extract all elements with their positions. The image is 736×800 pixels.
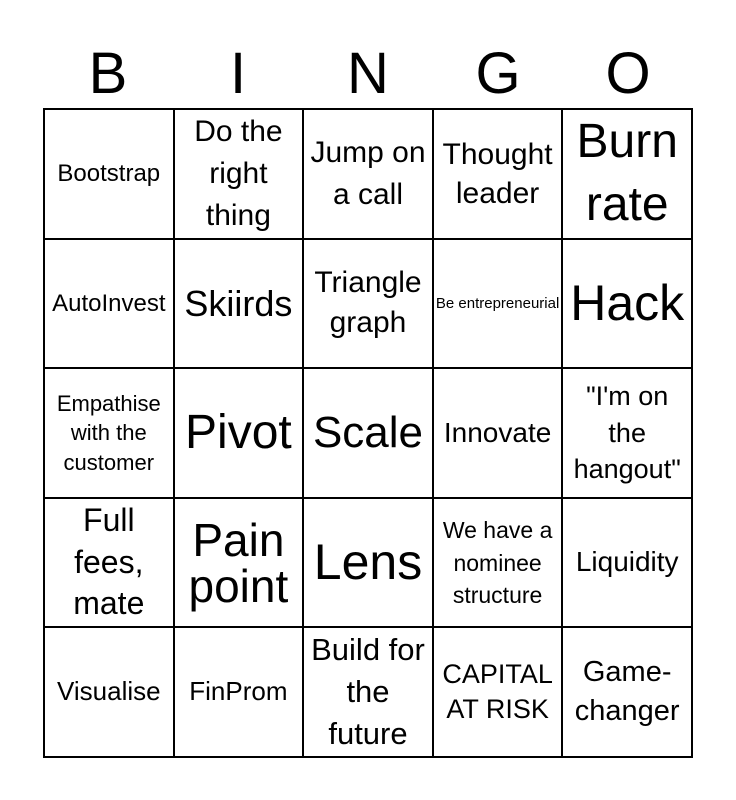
- header-letter-n: N: [347, 41, 389, 106]
- bingo-cell[interactable]: Thought leader: [433, 109, 563, 239]
- bingo-cell[interactable]: Build for the future: [303, 627, 433, 757]
- bingo-cell[interactable]: Visualise: [44, 627, 174, 757]
- bingo-cell[interactable]: Skiirds: [174, 239, 304, 369]
- bingo-card: [43, 108, 693, 758]
- bingo-cell[interactable]: Empathise with the customer: [44, 368, 174, 498]
- bingo-cell[interactable]: "I'm on the hangout": [562, 368, 692, 498]
- bingo-cell[interactable]: FinProm: [174, 627, 304, 757]
- header-letter-i: I: [229, 41, 247, 106]
- bingo-cell[interactable]: Burn rate: [562, 109, 692, 239]
- bingo-cell[interactable]: Liquidity: [562, 498, 692, 628]
- header-letter-g: G: [475, 41, 521, 106]
- bingo-cell[interactable]: Full fees, mate: [44, 498, 174, 628]
- bingo-cell[interactable]: Jump on a call: [303, 109, 433, 239]
- bingo-cell[interactable]: Scale: [303, 368, 433, 498]
- bingo-cell[interactable]: AutoInvest: [44, 239, 174, 369]
- bingo-cell[interactable]: Be entrepreneurial: [433, 239, 563, 369]
- header-letter-o: O: [605, 41, 651, 106]
- bingo-cell[interactable]: Innovate: [433, 368, 563, 498]
- bingo-cell[interactable]: We have a nominee structure: [433, 498, 563, 628]
- bingo-cell[interactable]: CAPITAL AT RISK: [433, 627, 563, 757]
- bingo-cell[interactable]: Bootstrap: [44, 109, 174, 239]
- bingo-cell[interactable]: Pain point: [174, 498, 304, 628]
- bingo-cell[interactable]: Hack: [562, 239, 692, 369]
- bingo-cell[interactable]: Lens: [303, 498, 433, 628]
- bingo-cell[interactable]: Triangle graph: [303, 239, 433, 369]
- bingo-cell[interactable]: Game-changer: [562, 627, 692, 757]
- bingo-cell[interactable]: Pivot: [174, 368, 304, 498]
- bingo-cell[interactable]: Do the right thing: [174, 109, 304, 239]
- bingo-header: [43, 40, 693, 108]
- header-letter-b: B: [88, 41, 128, 106]
